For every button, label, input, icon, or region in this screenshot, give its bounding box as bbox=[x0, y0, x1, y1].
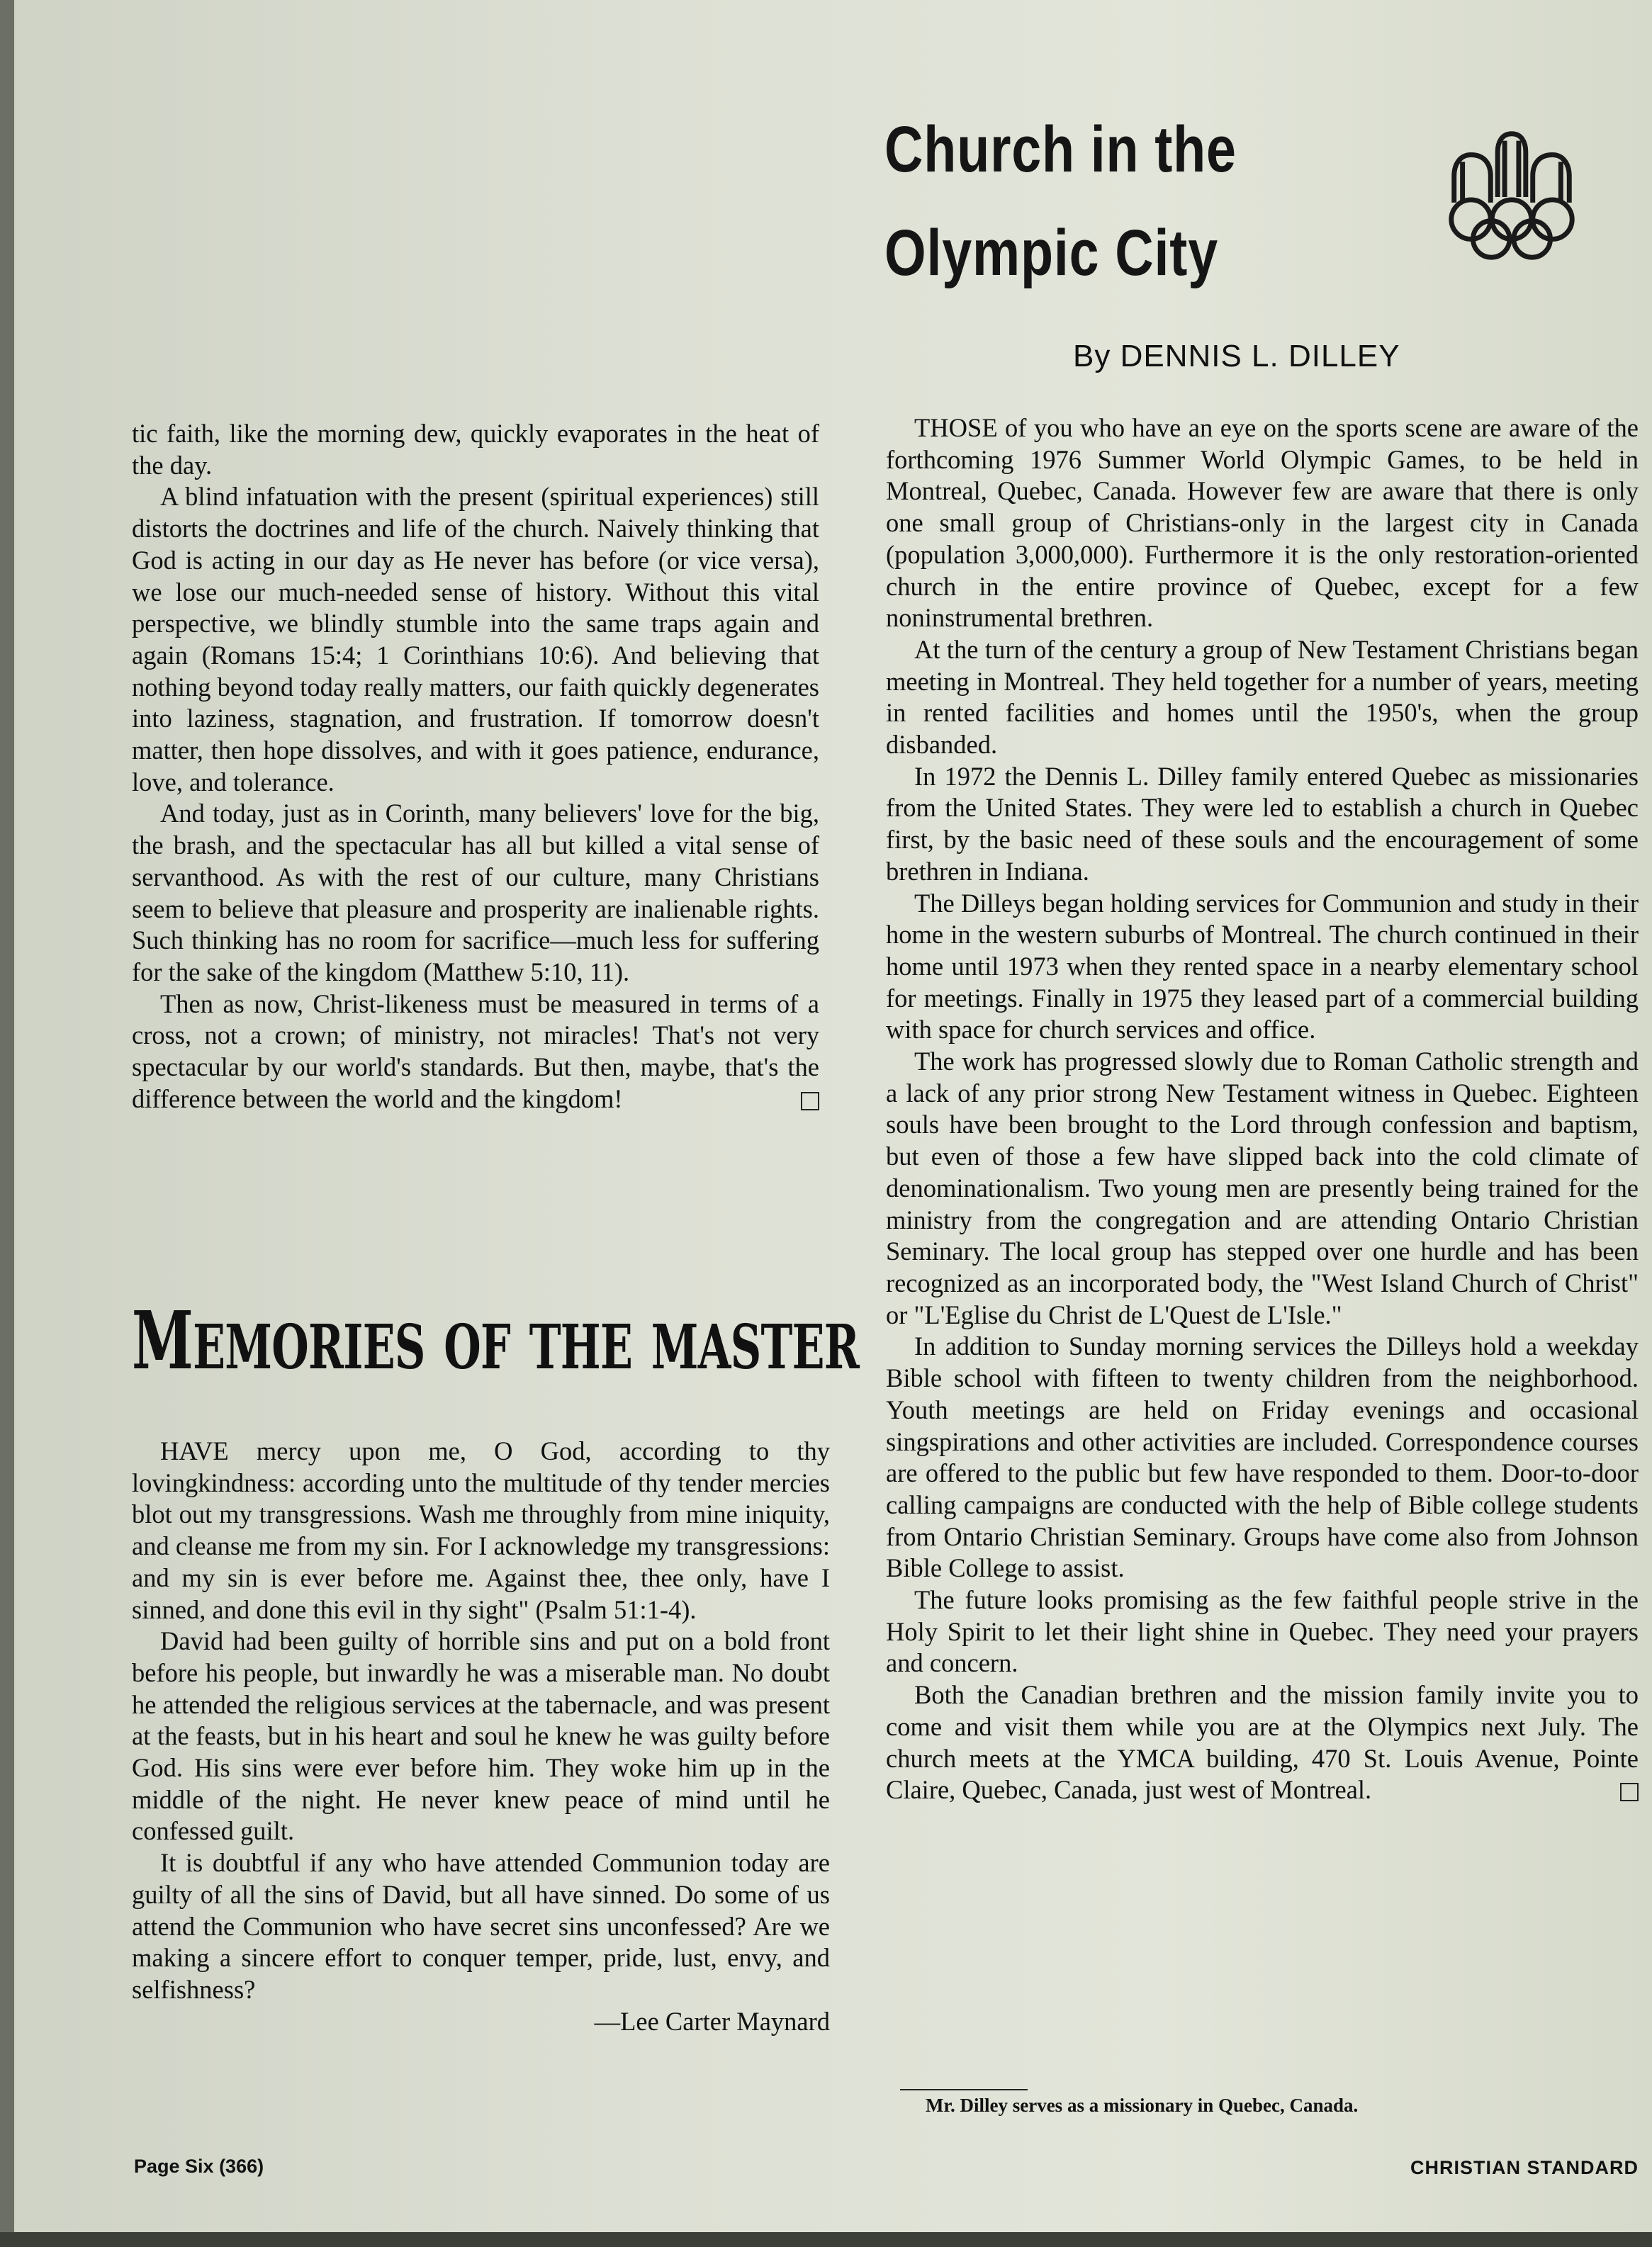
end-mark-icon bbox=[801, 1092, 819, 1110]
footnote-rule bbox=[900, 2089, 1028, 2090]
paragraph: A blind infatuation with the present (spiritual experiences) still distorts the doctrines and life of the church. Naively thinking that God is acting in our day as He never has before (or vice versa), we lose our much-needed sense of history. Without this vital perspective, we blindly stumble into the same traps again and again (Romans 15:4; 1 Corinthians 10:6). And believing that nothing beyond today really matters, our faith quickly degenerates into laziness, stagnation, and frustration. If tomorrow doesn't matter, then hope dissolves, and with it goes patience, endurance, love, and tolerance. bbox=[132, 482, 819, 796]
page-number: Page Six (366) bbox=[134, 2156, 264, 2177]
paragraph: HAVE mercy upon me, O God, according to thy lovingkindness: according unto the multitude of thy tender mercies blot out my transgressions. Wash me throughly from mine iniquity, and cleanse me from my sin. For I acknowledge my transgressions: and my sin is ever before me. Against thee, thee only, have I sinned, and done this evil in thy sight" (Psalm 51:1-4). bbox=[132, 1436, 830, 1624]
heading-initial: M bbox=[132, 1295, 193, 1387]
paragraph: tic faith, like the morning dew, quickly evaporates in the heat of the day. bbox=[132, 419, 819, 480]
paragraph: The future looks promising as the few faithful people strive in the Holy Spirit to let their light shine in Quebec. They need your prayers and concern. bbox=[886, 1585, 1639, 1678]
left-article-continuation bbox=[132, 418, 819, 1115]
title-line-2: Olympic City bbox=[884, 217, 1219, 289]
paragraph: THOSE of you who have an eye on the sports scene are aware of the forthcoming 1976 Summer World Olympic Games, to be held in Montreal, Quebec, Canada. However few are aware that there is only one small group of Christians-only in the largest city in Canada (population 3,000,000). Furthermore it is the only restoration-oriented church in the entire province of Quebec, except for a few noninstrumental brethren. bbox=[886, 413, 1639, 633]
montreal-olympics-logo-icon bbox=[1434, 119, 1589, 268]
end-mark-icon bbox=[1620, 1783, 1639, 1801]
signature: —Lee Carter Maynard bbox=[594, 2006, 830, 2036]
paragraph: At the turn of the century a group of New Testament Christians began meeting in Montreal. They held together for a number of years, meeting in rented facilities and homes until the 1950's, when the group disbanded. bbox=[886, 634, 1639, 760]
paragraph-text: Then as now, Christ-likeness must be measured in terms of a cross, not a crown; of ministry, not miracles! That's not very spectacular by our world's standards. But then, maybe, that's the difference between the world and the kingdom! bbox=[132, 989, 819, 1113]
paragraph-last bbox=[132, 989, 819, 1115]
heading-word-of: OF bbox=[444, 1312, 511, 1383]
paragraph-text: Both the Canadian brethren and the mission family invite you to come and visit them while you are at the Olympics next July. The church meets at the YMCA building, 470 St. Louis Avenue, Pointe Claire, Quebec, Canada, just west of Montreal. bbox=[886, 1680, 1639, 1805]
memories-heading bbox=[132, 1288, 860, 1401]
right-article-body bbox=[886, 412, 1639, 1806]
paragraph: In addition to Sunday morning services the Dilleys hold a weekday Bible school with fifteen to twenty children from the neighborhood. Youth meetings are held on Friday evenings and occasional singspirations and other activities are included. Correspondence courses are offered to the public but few have responded to them. Door-to-door calling campaigns are conducted with the help of Bible college students from Ontario Christian Seminary. Groups have come also from Johnson Bible College to assist. bbox=[886, 1331, 1639, 1583]
paragraph: The Dilleys began holding services for Communion and study in their home in the western suburbs of Montreal. The church continued in their home until 1973 when they rented space in a nearby elementary school for meetings. Finally in 1975 they leased part of a commercial building with space for church services and office. bbox=[886, 888, 1639, 1044]
paragraph: It is doubtful if any who have attended Communion today are guilty of all the sins of David, but all have sinned. Do some of us attend the Communion who have secret sins unconfessed? Are we making a sincere effort to conquer temper, pride, lust, envy, and selfishness? bbox=[132, 1848, 830, 2004]
paragraph: David had been guilty of horrible sins and put on a bold front before his people, but inwardly he was a miserable man. No doubt he attended the religious services at the tabernacle, and was present at the feasts, but in his heart and soul he knew he was guilty before God. His sins were ever before him. They woke him up in the middle of the night. He never knew peace of mind until he confessed guilt. bbox=[132, 1626, 830, 1846]
memories-body bbox=[132, 1436, 830, 2037]
article-title bbox=[884, 98, 1291, 305]
byline: By DENNIS L. DILLEY bbox=[1073, 339, 1400, 373]
paragraph: The work has progressed slowly due to Roman Catholic strength and a lack of any prior strong New Testament witness in Quebec. Eighteen souls have been brought to the Lord through confession and baptism, but even of those a few have slipped back into the cold climate of denominationalism. Two young men are presently being trained for the ministry from the congregation and are attending Ontario Christian Seminary. The local group has stepped over one hurdle and has been recognized as an incorporated body, the "West Island Church of Christ" or "L'Eglise du Christ de L'Quest de L'Isle." bbox=[886, 1047, 1639, 1329]
heading-word-emories: EMORIES bbox=[193, 1312, 425, 1383]
title-line-1: Church in the bbox=[884, 113, 1237, 186]
paragraph: And today, just as in Corinth, many believers' love for the big, the brash, and the spectacular has all but killed a vital sense of servanthood. As with the rest of our culture, many Christians seem to believe that pleasure and prosperity are inalienable rights. Such thinking has no room for sacrifice—much less for suffering for the sake of the kingdom (Matthew 5:10, 11). bbox=[132, 799, 819, 986]
page-bottom-edge bbox=[0, 2232, 1652, 2247]
heading-word-the: THE bbox=[529, 1312, 633, 1383]
heading-word-master: MASTER bbox=[651, 1312, 860, 1383]
paragraph-last bbox=[886, 1679, 1639, 1806]
paragraph: In 1972 the Dennis L. Dilley family entered Quebec as missionaries from the United States. They were led to establish a church in Quebec first, by the basic need of these souls and the encouragement of some brethren in Indiana. bbox=[886, 761, 1639, 886]
author-footnote: Mr. Dilley serves as a missionary in Quebec, Canada. bbox=[926, 2095, 1359, 2116]
binding-edge bbox=[0, 0, 14, 2247]
magazine-name: CHRISTIAN STANDARD bbox=[1410, 2157, 1639, 2178]
